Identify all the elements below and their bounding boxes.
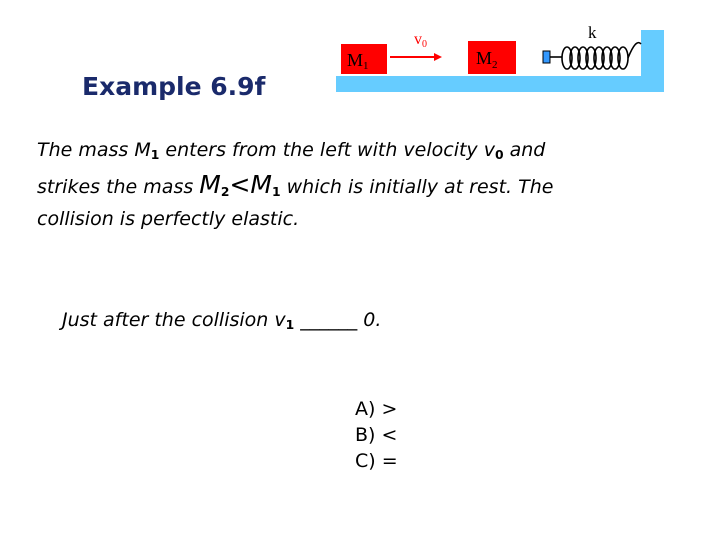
spring-cap	[543, 51, 550, 63]
problem-line-3: collision is perfectly elastic.	[37, 208, 300, 230]
v0-label: v0	[414, 31, 427, 50]
m2-label: $M_2$	[476, 48, 498, 71]
answer-option-a[interactable]: A) >	[355, 398, 398, 420]
spring-constant-label: k	[588, 23, 597, 42]
track-wall	[641, 30, 664, 92]
m1-label: M1	[347, 50, 369, 72]
question-text: Just after the collision $v_1$ ______ 0.	[62, 309, 382, 333]
spring-coil	[550, 43, 641, 69]
answer-option-b[interactable]: B) <	[355, 424, 398, 446]
track-floor	[336, 76, 664, 92]
answer-choices	[355, 398, 398, 476]
problem-line-1: The mass $M_1$ enters from the left with velocity $v_0$ and	[37, 139, 546, 163]
velocity-arrowhead	[434, 53, 442, 61]
collision-diagram	[330, 18, 670, 98]
example-title: Example 6.9f	[82, 72, 266, 101]
answer-option-c[interactable]: C) =	[355, 450, 398, 472]
problem-line-2: strikes the mass $M_2<M_1$ which is initially at rest. The	[37, 170, 554, 200]
